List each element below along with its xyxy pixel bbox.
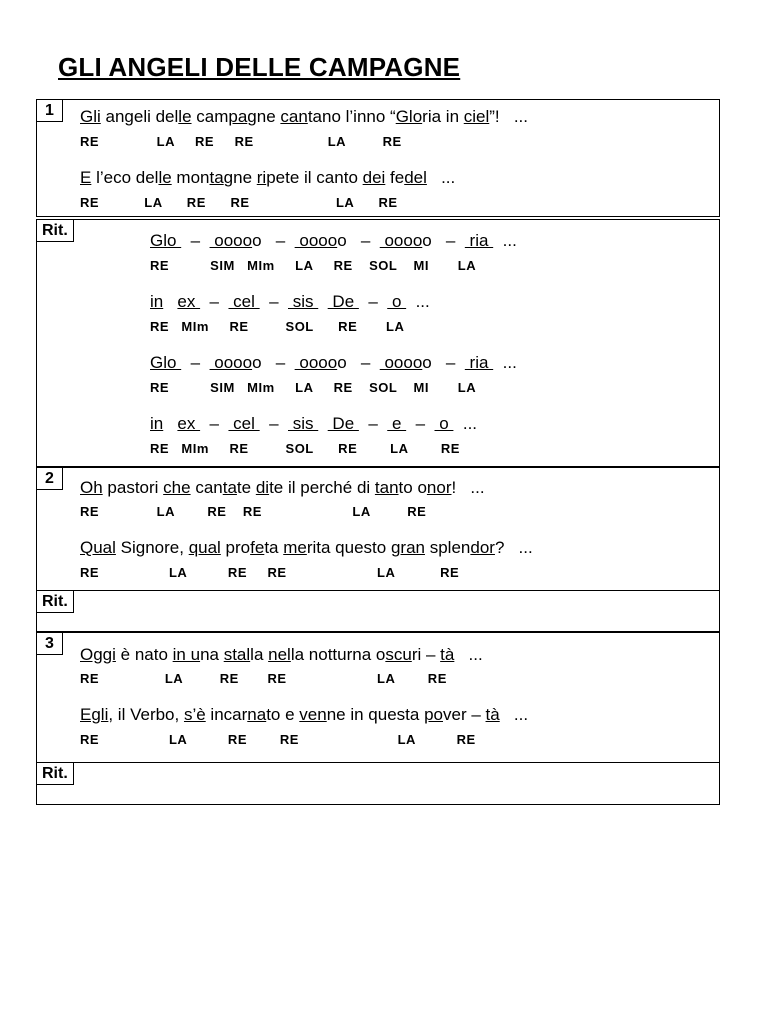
stressed-syllable: can (280, 107, 308, 126)
stressed-syllable: tà (485, 705, 500, 724)
lyric-text: Signore, (115, 538, 189, 557)
lyric-text: – (358, 414, 388, 433)
lyric-text: mon (171, 168, 210, 187)
stressed-syllable: che (163, 478, 191, 497)
lyric-text: o (252, 353, 267, 372)
lyric-line (150, 414, 477, 434)
stressed-syllable: le (178, 107, 192, 126)
stressed-syllable: dei (362, 168, 386, 187)
stressed-syllable: o (387, 292, 407, 311)
chord-line: RE SIM MIm LA RE SOL MI LA (150, 258, 477, 273)
lyric-text: ... (493, 231, 517, 250)
lyric-text: ? ... (494, 538, 533, 557)
lyric-text: angeli del (100, 107, 179, 126)
lyric-text: to o (398, 478, 427, 497)
stressed-syllable: cel (228, 414, 260, 433)
chord-line: RE MIm RE SOL RE LA RE (150, 441, 460, 456)
stressed-syllable: ex (177, 414, 201, 433)
lyric-text: ri – (411, 645, 441, 664)
lyric-text: l’eco del (91, 168, 159, 187)
stressed-syllable: oooo (209, 231, 253, 250)
stressed-syllable: nor (426, 478, 452, 497)
lyric-text (318, 292, 327, 311)
lyric-text: – (181, 353, 210, 372)
lyric-line (80, 478, 485, 498)
stressed-syllable: ri (256, 168, 267, 187)
stressed-syllable: Glo (395, 107, 423, 126)
chord-line: RE MIm RE SOL RE LA (150, 319, 405, 334)
lyric-text: – (266, 231, 295, 250)
chord-line: RE LA RE RE LA RE (80, 134, 402, 149)
refrain-label: Rit. (37, 591, 74, 613)
lyric-text: o (422, 231, 437, 250)
verse-3-box (36, 632, 720, 763)
stressed-syllable: nel (268, 645, 291, 664)
verse-number-label: 1 (37, 100, 63, 122)
lyric-text (163, 414, 177, 433)
lyric-text: – (358, 292, 388, 311)
stressed-syllable: ta (222, 478, 237, 497)
refrain-repeat-box (36, 762, 720, 805)
refrain-label: Rit. (37, 220, 74, 242)
lyric-text: te (236, 478, 256, 497)
lyric-text: can (190, 478, 223, 497)
stressed-syllable: na (247, 705, 267, 724)
verse-2-box (36, 467, 720, 591)
lyric-line (80, 168, 455, 188)
stressed-syllable: Gli (80, 107, 101, 126)
lyric-text: o (252, 231, 267, 250)
stressed-syllable: dor (470, 538, 495, 557)
lyric-text: o (337, 231, 352, 250)
stressed-syllable: in (150, 414, 164, 433)
stressed-syllable: Oh (80, 478, 103, 497)
stressed-syllable: Glo (150, 231, 182, 250)
lyric-text: o (337, 353, 352, 372)
lyric-text: – (266, 353, 295, 372)
stressed-syllable: Egli (80, 705, 109, 724)
verse-1-box (36, 99, 720, 217)
lyric-text: te il perché di (269, 478, 375, 497)
lyric-text: – (436, 353, 465, 372)
stressed-syllable: oooo (379, 353, 423, 372)
lyric-text: – (200, 292, 229, 311)
stressed-syllable: tà (440, 645, 455, 664)
stressed-syllable: ria (464, 231, 494, 250)
lyric-text: gne (223, 168, 257, 187)
stressed-syllable: ven (299, 705, 327, 724)
lyric-line (80, 705, 528, 725)
stressed-syllable: s’è (183, 705, 206, 724)
stressed-syllable: Glo (150, 353, 182, 372)
stressed-syllable: De (327, 414, 359, 433)
lyric-text: , il Verbo, (108, 705, 184, 724)
lyric-text: ... (493, 353, 517, 372)
lyric-text: ... (453, 414, 478, 433)
lyric-text: splen (424, 538, 471, 557)
stressed-syllable: oooo (379, 231, 423, 250)
lyric-text: ria in (422, 107, 464, 126)
stressed-syllable: Qual (80, 538, 116, 557)
stressed-syllable: fe (250, 538, 265, 557)
stressed-syllable: tan (374, 478, 399, 497)
stressed-syllable: di (255, 478, 270, 497)
stressed-syllable: oooo (294, 353, 338, 372)
lyric-text: ne in questa (326, 705, 425, 724)
stressed-syllable: po (424, 705, 443, 724)
lyric-text: la (250, 645, 269, 664)
stressed-syllable: ciel (463, 107, 490, 126)
chord-line: RE SIM MIm LA RE SOL MI LA (150, 380, 477, 395)
stressed-syllable: oooo (294, 231, 338, 250)
chord-line: RE LA RE RE LA RE (80, 565, 460, 580)
refrain-box (36, 219, 720, 467)
refrain-label: Rit. (37, 763, 74, 785)
lyric-line (80, 538, 533, 558)
stressed-syllable: scu (385, 645, 412, 664)
lyric-text: cam (191, 107, 229, 126)
chord-line: RE LA RE RE LA RE (80, 732, 476, 747)
lyric-text (318, 414, 327, 433)
stressed-syllable: E (80, 168, 92, 187)
stressed-syllable: sis (288, 414, 319, 433)
stressed-syllable: De (327, 292, 359, 311)
song-title: GLI ANGELI DELLE CAMPAGNE (58, 52, 461, 82)
lyric-text: – (436, 231, 465, 250)
stressed-syllable: pa (228, 107, 248, 126)
verse-number-label: 3 (37, 633, 63, 655)
lyric-text: na (200, 645, 224, 664)
lyric-text: – (181, 231, 210, 250)
chord-line: RE LA RE RE LA RE (80, 504, 427, 519)
lyric-text: ver – (443, 705, 486, 724)
stressed-syllable: o (434, 414, 454, 433)
lyric-text: ... (426, 168, 456, 187)
lyric-text: è nato (115, 645, 173, 664)
lyric-text: ”! ... (489, 107, 528, 126)
stressed-syllable: ria (464, 353, 494, 372)
stressed-syllable: ex (177, 292, 201, 311)
lyric-text: – (351, 231, 380, 250)
stressed-syllable: sis (288, 292, 319, 311)
lyric-text: incar (205, 705, 248, 724)
lyric-text (163, 292, 177, 311)
lyric-text: rita questo (306, 538, 391, 557)
stressed-syllable: stal (223, 645, 251, 664)
stressed-syllable: gran (390, 538, 425, 557)
lyric-text: pete il canto (266, 168, 363, 187)
chord-line: RE LA RE RE LA RE (80, 671, 447, 686)
lyric-line (80, 107, 528, 127)
lyric-text: – (259, 414, 288, 433)
lyric-text: ! ... (451, 478, 485, 497)
lyric-text: tano l’inno “ (307, 107, 396, 126)
lyric-line (150, 292, 430, 312)
lyric-text: ... (406, 292, 430, 311)
lyric-text: – (200, 414, 229, 433)
stressed-syllable: in u (172, 645, 201, 664)
stressed-syllable: in (150, 292, 164, 311)
lyric-text: la notturna o (290, 645, 386, 664)
stressed-syllable: me (283, 538, 307, 557)
lyric-text: to e (266, 705, 300, 724)
lyric-text: ta (264, 538, 284, 557)
stressed-syllable: del (404, 168, 427, 187)
stressed-syllable: e (387, 414, 407, 433)
lyric-text: o (422, 353, 437, 372)
stressed-syllable: qual (188, 538, 221, 557)
lyric-text: gne (247, 107, 281, 126)
lyric-text: – (406, 414, 435, 433)
lyric-line (150, 231, 517, 251)
lyric-text: fe (385, 168, 405, 187)
lyric-line (80, 645, 483, 665)
lyric-text: pastori (102, 478, 164, 497)
lyric-text: – (351, 353, 380, 372)
stressed-syllable: le (158, 168, 172, 187)
lyric-text: – (259, 292, 288, 311)
stressed-syllable: oooo (209, 353, 253, 372)
lyric-text: ... (454, 645, 483, 664)
verse-number-label: 2 (37, 468, 63, 490)
refrain-repeat-box (36, 590, 720, 632)
chord-line: RE LA RE RE LA RE (80, 195, 398, 210)
lyric-text: ... (499, 705, 529, 724)
stressed-syllable: cel (228, 292, 260, 311)
lyric-line (150, 353, 517, 373)
lyric-text: pro (220, 538, 251, 557)
stressed-syllable: Oggi (80, 645, 116, 664)
stressed-syllable: ta (209, 168, 224, 187)
